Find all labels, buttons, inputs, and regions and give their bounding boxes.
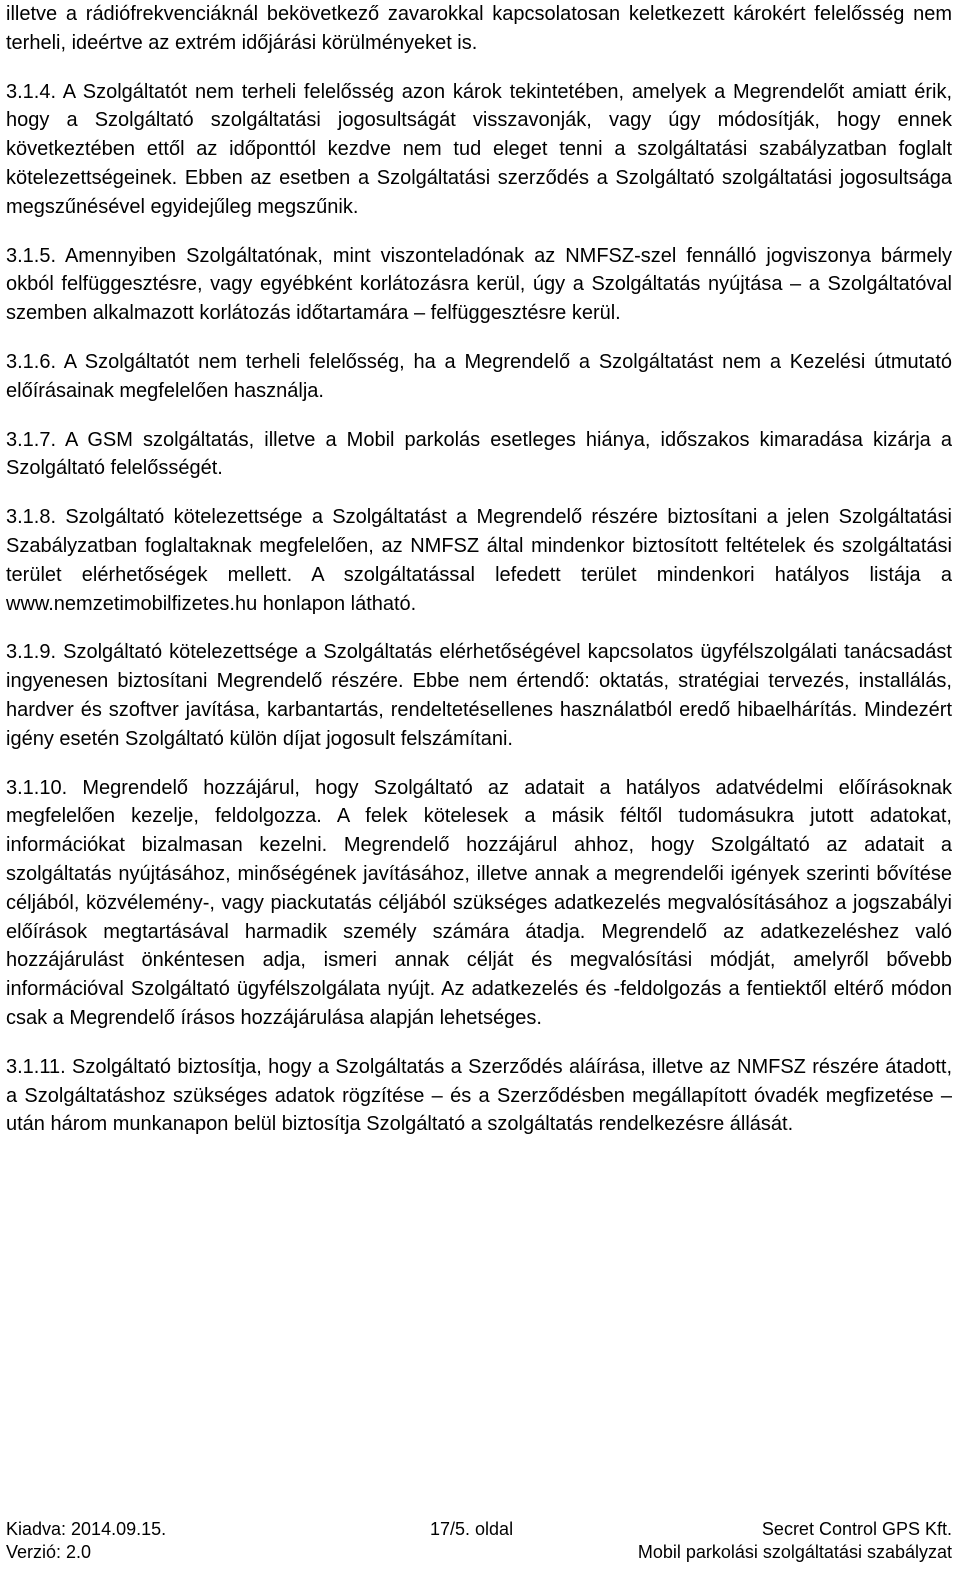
paragraph-number: 3.1.11.	[6, 1055, 66, 1078]
footer-row-2	[6, 1541, 952, 1564]
paragraph-3-1-4	[6, 78, 952, 222]
paragraph-text: Amennyiben Szolgáltatónak, mint viszonteladónak az NMFSZ-szel fennálló jogviszonya bármely okból felfüggesztésre, vagy egyébként korlátozásra kerül, úgy a Szolgáltatás nyújtása – a Szolgáltatóval szemben alkalmazott korlátozás időtartamára – felfüggesztésre kerül.	[6, 244, 953, 325]
paragraph-text: A Szolgáltatót nem terheli felelősség azon károk tekintetében, amelyek a Megrendelőt amiatt érik, hogy a Szolgáltató szolgáltatási jogosultságát visszavonják, vagy úgy módosítják, hogy ennek következtében ettől az időponttól kezdve nem tud eleget tenni a szolgáltatási szabályzatban foglalt kötelezettségeinek. Ebben az esetben a Szolgáltatási szerződés a Szolgáltató szolgáltatási jogosultsága megszűnésével egyidejűleg megszűnik.	[6, 80, 952, 218]
page-footer	[6, 1518, 952, 1564]
paragraph-number: 3.1.4.	[6, 80, 57, 103]
document-title: Mobil parkolási szolgáltatási szabályzat	[637, 1542, 952, 1562]
paragraph-number: 3.1.8.	[6, 506, 57, 529]
paragraph-3-1-7	[6, 426, 952, 484]
paragraph-number: 3.1.7.	[6, 428, 57, 451]
paragraph-text: Szolgáltató biztosítja, hogy a Szolgáltatás a Szerződés aláírása, illetve az NMFSZ részére átadott, a Szolgáltatáshoz szükséges adatok rögzítése – és a Szerződésben megállapított óvadék megfizetése – után három munkanapon belül biztosítja Szolgáltató a szolgáltatás rendelkezésre állását.	[6, 1055, 952, 1136]
paragraph-3-1-5	[6, 242, 952, 328]
paragraph-number: 3.1.10.	[6, 776, 68, 799]
paragraph-3-1-11	[6, 1053, 952, 1139]
page-number: 17/5. oldal	[430, 1519, 514, 1539]
version-label: Verzió: 2.0	[6, 1542, 92, 1562]
footer-row-1	[6, 1518, 952, 1541]
paragraph-text: illetve a rádiófrekvenciáknál bekövetkező zavarokkal kapcsolatosan keletkezett károkért felelősség nem terheli, ideértve az extrém időjárási körülményeket is.	[6, 3, 952, 54]
paragraph-3-1-6	[6, 348, 952, 406]
paragraph-number: 3.1.9.	[6, 641, 57, 664]
paragraph-text: Szolgáltató kötelezettsége a Szolgáltatás elérhetőségével kapcsolatos ügyfélszolgálati tanácsadást ingyenesen biztosítani Megrendelő részére. Ebbe nem értendő: oktatás, stratégiai tervezés, installálás, hardver és szoftver javítása, karbantartás, rendeltetésellenes használatból eredő hibaelhárítás. Mindezért igény esetén Szolgáltató külön díjat jogosult felszámítani.	[6, 641, 952, 750]
document-body	[6, 0, 952, 1139]
paragraph-3-1-8	[6, 503, 952, 618]
paragraph-text: A Szolgáltatót nem terheli felelősség, ha a Megrendelő a Szolgáltatást nem a Kezelési útmutató előírásainak megfelelően használja.	[6, 350, 952, 402]
paragraph-text: A GSM szolgáltatás, illetve a Mobil parkolás esetleges hiánya, időszakos kimaradása kizárja a Szolgáltató felelősségét.	[6, 428, 952, 480]
paragraph-number: 3.1.6.	[6, 350, 57, 373]
company-name: Secret Control GPS Kft.	[761, 1519, 952, 1539]
paragraph-3-1-10	[6, 774, 952, 1033]
paragraph-3-1-9	[6, 638, 952, 753]
issue-date: Kiadva: 2014.09.15.	[6, 1519, 167, 1539]
paragraph-continued	[6, 0, 952, 58]
paragraph-text: Szolgáltató kötelezettsége a Szolgáltatást a Megrendelő részére biztosítani a jelen Szolgáltatási Szabályzatban foglaltaknak megfelelően, az NMFSZ által mindenkor biztosított feltételek és szolgáltatási terület elérhetőségek mellett. A szolgáltatással lefedett terület mindenkori hatályos listája a www.nemzetimobilfizetes.hu honlapon látható.	[6, 506, 952, 615]
paragraph-number: 3.1.5.	[6, 244, 57, 267]
paragraph-text: Megrendelő hozzájárul, hogy Szolgáltató az adatait a hatályos adatvédelmi előírásoknak megfelelően kezelje, feldolgozza. A felek kötelesek a másik féltől tudomásukra jutott adatokat, információkat bizalmasan kezelni. Megrendelő hozzájárul ahhoz, hogy Szolgáltató az adatait a szolgáltatás nyújtásához, minőségének javításához, illetve annak a megrendelői igények szerinti bővítése céljából, közvélemény-, vagy piackutatás céljából szükséges adatkezelés megvalósításához a jogszabályi előírások megtartásával harmadik személy számára átadja. Megrendelő az adatkezeléshez való hozzájárulást önkéntesen adja, ismeri annak célját és megvalósítási módját, amelyről bővebb információval Szolgáltató ügyfélszolgálata nyújt. Az adatkezelés és -feldolgozás a fentiektől eltérő módon csak a Megrendelő írásos hozzájárulása alapján lehetséges.	[6, 776, 952, 1029]
